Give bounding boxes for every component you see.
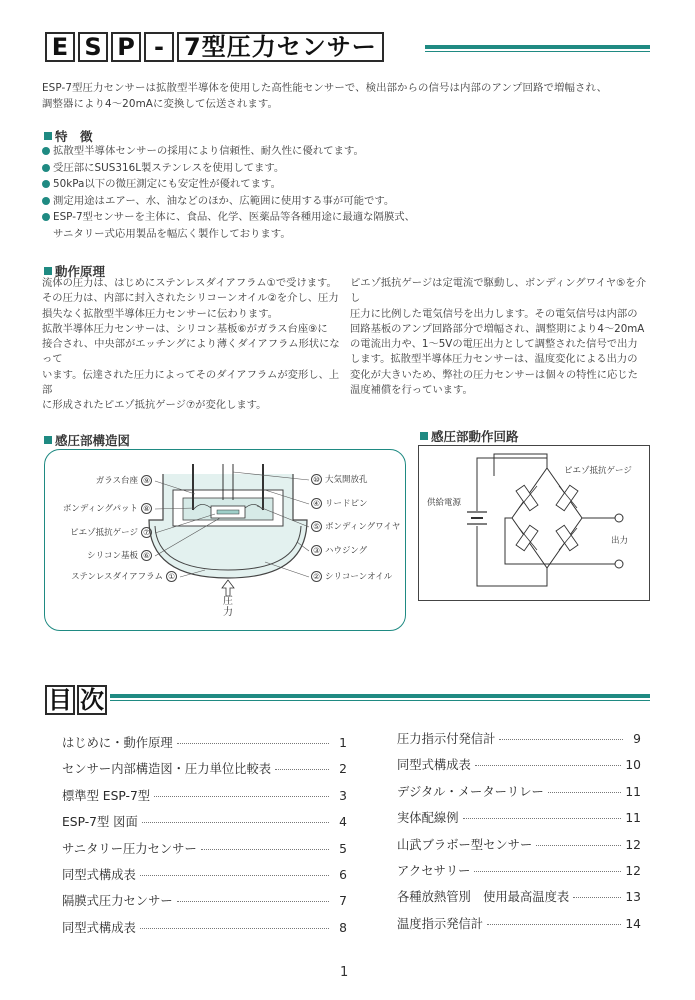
structure-diagram bbox=[44, 449, 406, 631]
toc-entry: 隔膜式圧力センサー 7 bbox=[62, 894, 347, 909]
feature-item: 受圧部にSUS316L製ステンレスを使用してます。 bbox=[42, 160, 462, 177]
toc-entry: 各種放熱管別 使用最高温度表 13 bbox=[397, 890, 641, 905]
toc-entry: サニタリー圧力センサー 5 bbox=[62, 841, 347, 856]
label-power-supply: 供給電源 bbox=[427, 498, 462, 508]
toc-entry: 実体配線例 11 bbox=[397, 811, 641, 826]
dot-bullet-icon bbox=[42, 180, 50, 188]
toc-entry: 山武ブラボー型センサー 12 bbox=[397, 837, 641, 852]
toc-title-char-1: 目 bbox=[45, 685, 75, 715]
feature-item: ESP-7型センサーを主体に、食品、化学、医薬品等各種用途に最適な隔膜式、 bbox=[42, 209, 462, 226]
toc-rule bbox=[110, 694, 650, 702]
toc-entry: ESP-7型 図面 4 bbox=[62, 815, 347, 830]
principle-left-text: 流体の圧力は、はじめにステンレスダイアフラム①で受けます。 その圧力は、内部に封入されたシリコーンオイル②を介し、圧力 損失なく拡散型半導体圧力センサーに伝わります。 拡散半導体圧力センサーは、シリコン基板⑥がガラス台座⑨に 接合され、中央部がエッチングにより薄くダイアフラム形状になって います。伝達された圧力によってそのダイアフラムが変形し、上部 に形成されたピエゾ抵抗ゲージ⑦が変化します。 bbox=[42, 277, 340, 412]
dot-bullet-icon bbox=[42, 164, 50, 172]
title-rule bbox=[425, 45, 650, 53]
features-heading: 特 徴 bbox=[44, 127, 93, 145]
title-char-s: S bbox=[78, 32, 108, 62]
label-bonding-wire: ⑤ ボンディングワイヤ bbox=[311, 520, 400, 532]
toc-entry: 温度指示発信計 14 bbox=[397, 916, 641, 931]
page-number: 1 bbox=[340, 965, 349, 980]
dot-bullet-icon bbox=[42, 213, 50, 221]
dot-bullet-icon bbox=[42, 197, 50, 205]
label-piezo-gauge-circuit: ピエゾ抵抗ゲージ bbox=[564, 466, 632, 476]
label-housing: ③ ハウジング bbox=[311, 544, 367, 556]
toc-entry: 同型式構成表 6 bbox=[62, 867, 347, 882]
toc-title bbox=[45, 685, 110, 715]
features-list bbox=[42, 143, 462, 242]
toc-entry: センサー内部構造図・圧力単位比較表 2 bbox=[62, 762, 347, 777]
label-lead-pin: ④ リードピン bbox=[311, 497, 368, 509]
feature-item: 測定用途はエアー、水、油などのほか、広範囲に使用する事が可能です。 bbox=[42, 193, 462, 210]
title-char-e: E bbox=[45, 32, 75, 62]
label-silicone-oil: ② シリコーンオイル bbox=[311, 570, 392, 582]
label-stainless-diaphragm: ステンレスダイアフラム ① bbox=[71, 570, 177, 582]
intro-line-2: 調整器により4～20mAに変換して伝送されます。 bbox=[42, 98, 279, 110]
intro-line-1: ESP-7型圧力センサーは拡散型半導体を使用した高性能センサーで、検出部からの信号は内部のアンプ回路で増幅され、 bbox=[42, 82, 608, 94]
square-bullet-icon bbox=[44, 267, 52, 275]
feature-item-continuation: サニタリー式応用製品を幅広く製作しております。 bbox=[53, 227, 291, 240]
circuit-diagram bbox=[418, 445, 650, 601]
toc-entry: 同型式構成表 10 bbox=[397, 758, 641, 773]
toc-left-column bbox=[62, 733, 347, 944]
square-bullet-icon bbox=[44, 132, 52, 140]
principle-right-text: ピエゾ抵抗ゲージは定電流で駆動し、ボンディングワイヤ⑤を介し 圧力に比例した電気信号を出力します。その電気信号は内部の 回路基板のアンプ回路部分で増幅され、調整期により4～20mA の電流出力や、1～5Vの電圧出力として調整された信号で出力 します。拡散型半導体圧力センサーは、温度変化による出力の 変化が大きいため、弊社の圧力センサーは個々の特性に応じた 温度補償を行っています。 bbox=[350, 277, 646, 397]
principle-heading: 動作原理 bbox=[44, 262, 105, 280]
toc-entry: 同型式構成表 8 bbox=[62, 920, 347, 935]
label-vent-hole: ⑩ 大気開放孔 bbox=[311, 473, 368, 485]
label-piezo-gauge: ピエゾ抵抗ゲージ ⑦ bbox=[70, 526, 152, 538]
label-bonding-pad: ボンディングパット ⑧ bbox=[63, 502, 152, 514]
toc-entry: アクセサリー 12 bbox=[397, 863, 641, 878]
circuit-heading: 感圧部動作回路 bbox=[420, 427, 519, 445]
structure-heading: 感圧部構造図 bbox=[44, 431, 130, 449]
label-pressure: 圧力 bbox=[223, 596, 233, 618]
label-silicon-substrate: シリコン基板 ⑥ bbox=[87, 549, 152, 561]
toc-title-char-2: 次 bbox=[77, 685, 107, 715]
toc-entry: 圧力指示付発信計 9 bbox=[397, 732, 641, 746]
toc-entry: デジタル・メーターリレー 11 bbox=[397, 784, 641, 799]
label-output: 出力 bbox=[611, 536, 629, 546]
title-char-p: P bbox=[111, 32, 141, 62]
title-char-dash: - bbox=[144, 32, 174, 62]
square-bullet-icon bbox=[44, 436, 52, 444]
square-bullet-icon bbox=[420, 432, 428, 440]
title-char-rest: 7型圧力センサー bbox=[177, 32, 384, 62]
feature-item: 50kPa以下の微圧測定にも安定性が優れてます。 bbox=[42, 176, 462, 193]
intro-text bbox=[42, 80, 672, 112]
toc-entry: 標準型 ESP-7型 3 bbox=[62, 788, 347, 803]
toc-entry: はじめに・動作原理 1 bbox=[62, 736, 347, 750]
feature-item: 拡散型半導体センサーの採用により信頼性、耐久性に優れてます。 bbox=[42, 143, 462, 160]
page-title bbox=[45, 32, 387, 62]
toc-right-column bbox=[397, 729, 641, 940]
dot-bullet-icon bbox=[42, 147, 50, 155]
label-glass-base: ガラス台座 ⑨ bbox=[96, 474, 152, 486]
